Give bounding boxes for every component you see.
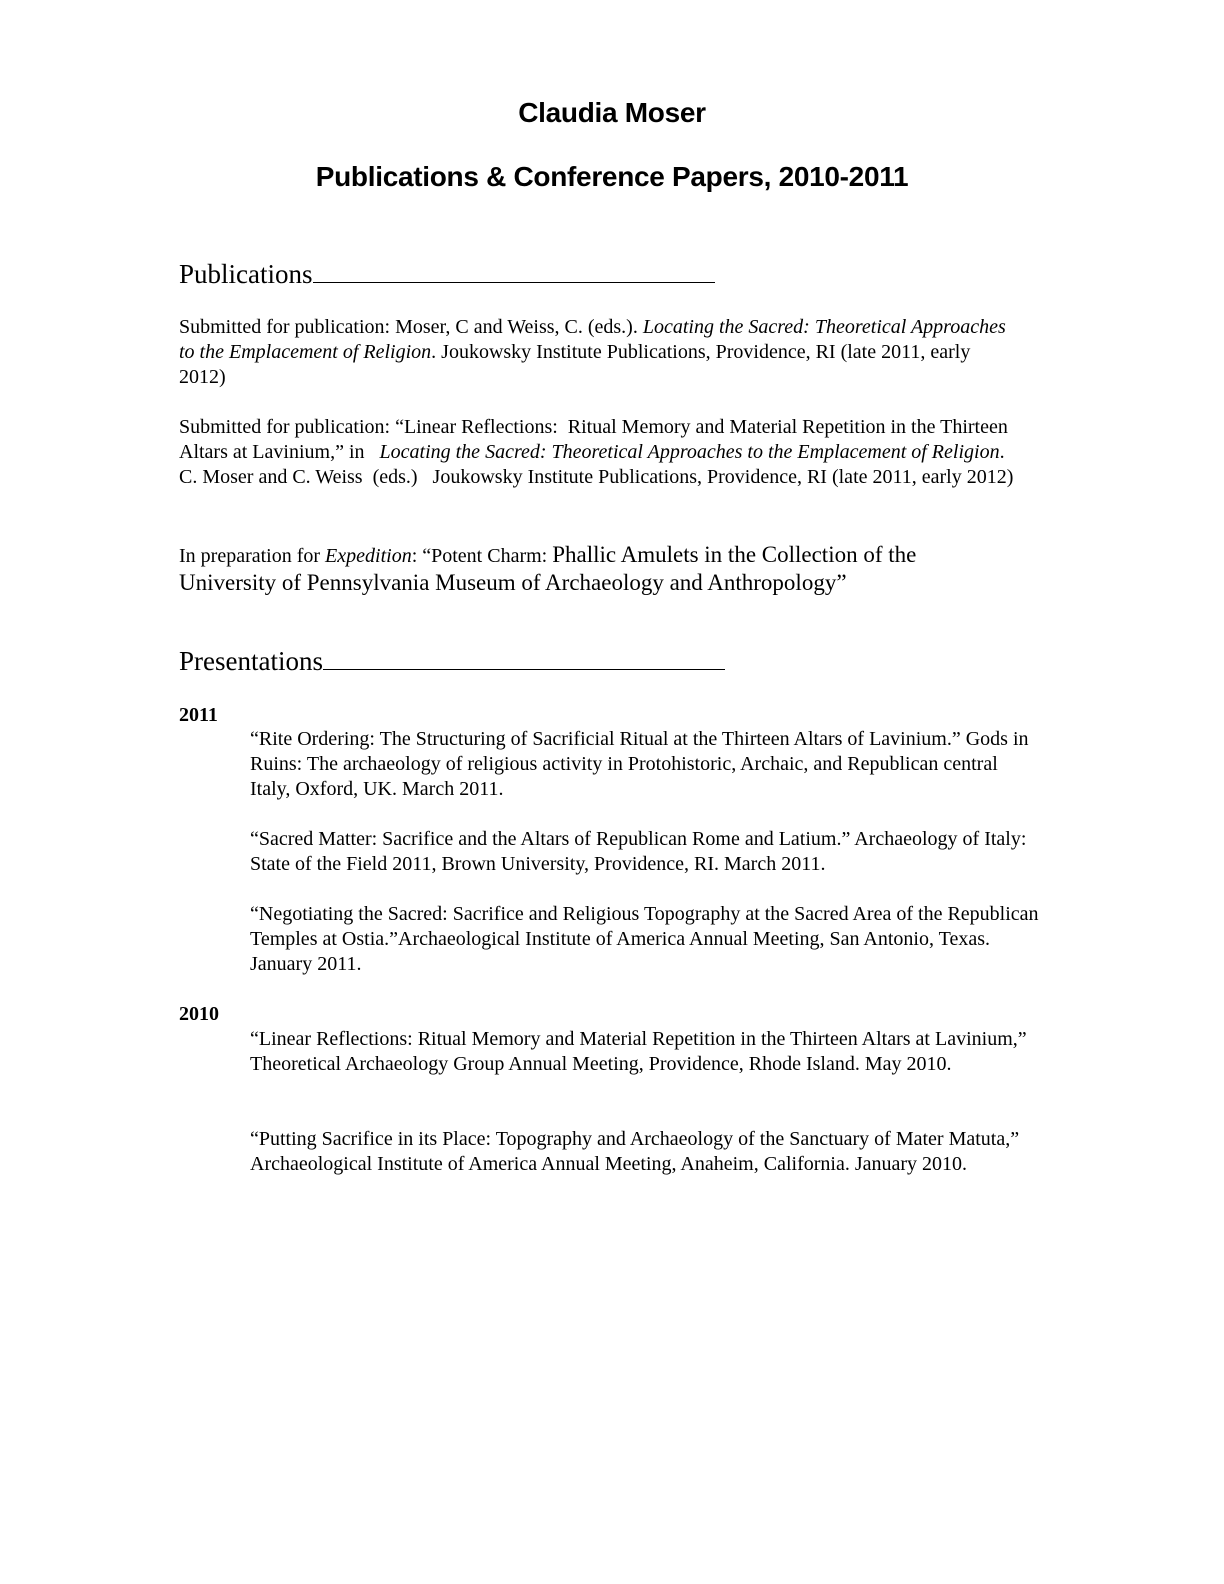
publication-venue: Expedition (325, 545, 412, 567)
publications-heading (179, 258, 715, 290)
document-subtitle: Publications & Conference Papers, 2010-2011 (315, 161, 909, 192)
publication-text: Submitted for publication: Moser, C and Weiss, C. (eds.). (179, 316, 643, 338)
document-title: Claudia Moser (518, 97, 706, 128)
year-label: 2011 (179, 704, 218, 726)
publication-entry (179, 315, 1019, 390)
publications-heading-label: Publications (179, 259, 313, 289)
presentation-entry: “Linear Reflections: Ritual Memory and Material Repetition in the Thirteen Altars at Lavinium,” Theoretical Archaeology Group Annual Meeting, Providence, Rhode Island. May 2010. (250, 1028, 1027, 1075)
publication-title: Locating the Sacred: Theoretical Approaches to the Emplacement of Religion (379, 441, 1000, 463)
publication-text: Submitted for publication: “Linear Reflections: Ritual Memory and Material Repetition in the Thirteen Altars at Lavinium,” in (179, 416, 1012, 463)
publication-title: Locating the Sacred: Theoretical Approaches to the Emplacement of Religion (179, 316, 1006, 363)
year-label: 2010 (179, 1003, 219, 1025)
publication-text: : “Potent Charm: (411, 545, 553, 567)
heading-underline (323, 668, 725, 670)
presentations-heading-label: Presentations (179, 646, 323, 676)
heading-underline (313, 281, 715, 283)
presentation-entry: “Putting Sacrifice in its Place: Topography and Archaeology of the Sanctuary of Mater Matuta,” Archaeological Institute of America Annual Meeting, Anaheim, California. January 2010. (250, 1128, 1020, 1175)
publication-text: In preparation for (179, 545, 326, 567)
presentation-entry: “Sacred Matter: Sacrifice and the Altars of Republican Rome and Latium.” Archaeology of Italy: State of the Field 2011, Brown University, Providence, RI. March 2011. (250, 828, 1027, 875)
presentation-entry: “Negotiating the Sacred: Sacrifice and Religious Topography at the Sacred Area of the Republican Temples at Ostia.”Archaeological Institute of America Annual Meeting, San Antonio, Texas. January 2011. (250, 903, 1039, 975)
publication-title: Phallic Amulets in the Collection of the University of Pennsylvania Museum of Archaeology and Anthropology” (179, 542, 917, 595)
presentation-entry: “Rite Ordering: The Structuring of Sacrificial Ritual at the Thirteen Altars of Lavinium.” Gods in Ruins: The archaeology of religious activity in Protohistoric, Archaic, and Republican central Italy, Oxford, UK. March 2011. (250, 728, 1029, 800)
publication-text: . Joukowsky Institute Publications, Providence, RI (late 2011, early 2012) (179, 341, 971, 388)
publication-text: . C. Moser and C. Weiss (eds.) Joukowsky Institute Publications, Providence, RI (late 2011, early 2012) (179, 441, 1014, 488)
presentations-heading (179, 645, 725, 677)
publication-entry (179, 541, 1019, 597)
publication-entry (179, 415, 1019, 490)
